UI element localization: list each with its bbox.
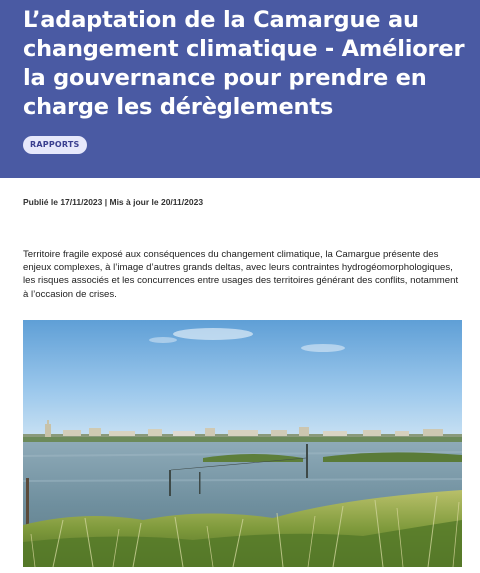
publication-dates: Publié le 17/11/2023 | Mis à jour le 20/11/2023 <box>23 197 204 207</box>
article-image <box>23 320 462 567</box>
camargue-lagoon-photo <box>23 320 462 567</box>
category-tag[interactable]: RAPPORTS <box>23 136 87 154</box>
article-intro: Territoire fragile exposé aux conséquences du changement climatique, la Camargue présente des enjeux complexes, à l’image d’autres grands deltas, avec leurs contraintes hydrogéomorphologiques, les risques associés et les concurrences entre usages des territoires générant des conflits, notamment à l’occasion de crises. <box>23 249 459 300</box>
article-header <box>0 0 480 178</box>
page-title: L’adaptation de la Camargue au changement climatique - Améliorer la gouvernance pour prendre en charge les dérèglements <box>23 7 465 120</box>
